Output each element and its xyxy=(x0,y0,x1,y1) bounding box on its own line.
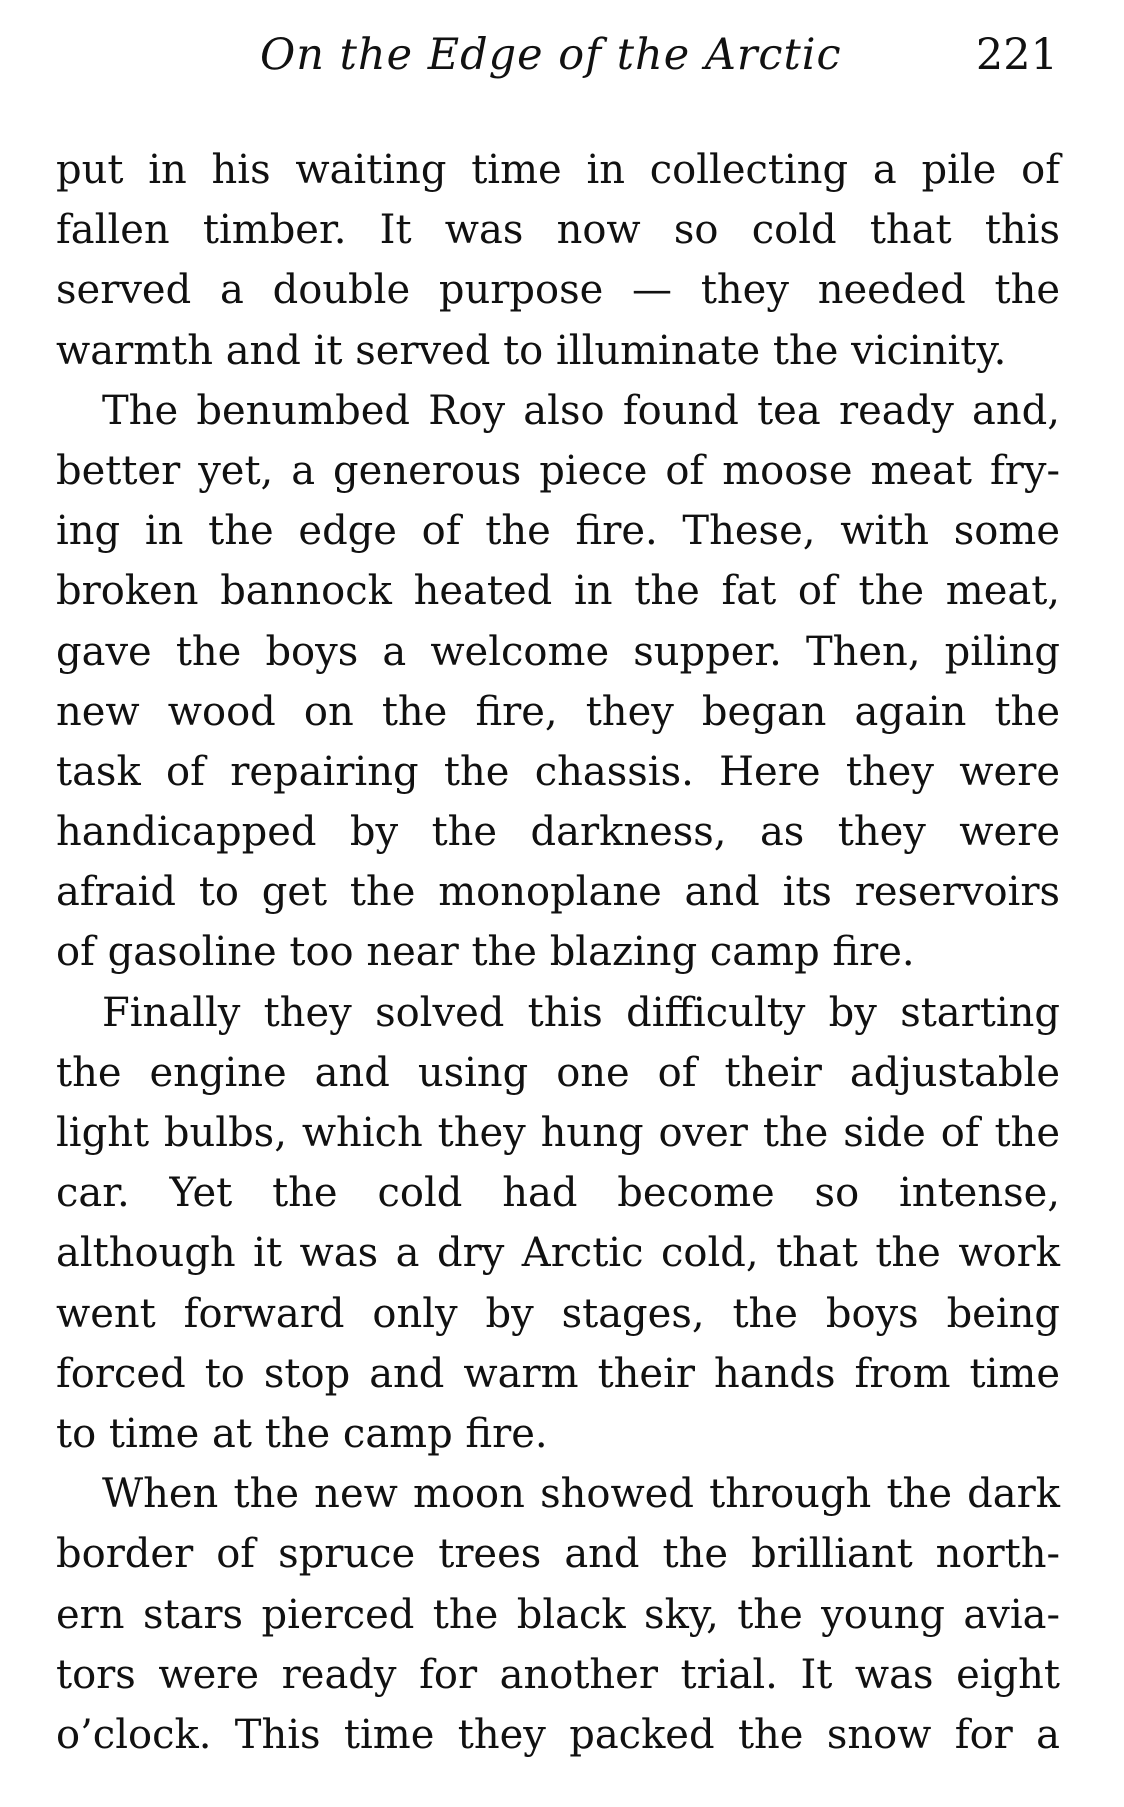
text-line: tors were ready for another trial. It was eight xyxy=(56,1651,1060,1698)
running-head-title: On the Edge of the Arctic xyxy=(260,30,842,80)
text-line: Finally they solved this difficulty by starting xyxy=(102,989,1060,1036)
page-number: 221 xyxy=(975,30,1058,80)
text-line: ern stars pierced the black sky, the young avia- xyxy=(56,1591,1060,1638)
text-line: The benumbed Roy also found tea ready and, xyxy=(102,387,1060,434)
text-line: afraid to get the monoplane and its reservoirs xyxy=(56,869,1060,916)
text-line: When the new moon showed through the dark xyxy=(102,1471,1060,1518)
text-line: better yet, a generous piece of moose meat fry- xyxy=(56,447,1060,494)
text-line: warmth and it served to illuminate the vicinity. xyxy=(56,327,1007,374)
text-line: went forward only by stages, the boys being xyxy=(56,1290,1060,1337)
text-line: broken bannock heated in the fat of the meat, xyxy=(56,568,1060,615)
running-head xyxy=(56,30,1058,92)
text-line: task of repairing the chassis. Here they were xyxy=(56,748,1060,795)
text-line: car. Yet the cold had become so intense, xyxy=(56,1170,1060,1217)
text-line: new wood on the fire, they began again the xyxy=(56,688,1060,735)
text-line: gave the boys a welcome supper. Then, piling xyxy=(56,628,1060,675)
text-line: the engine and using one of their adjustable xyxy=(56,1049,1060,1096)
text-line: ing in the edge of the fire. These, with some xyxy=(56,508,1060,555)
text-line: although it was a dry Arctic cold, that the work xyxy=(56,1230,1060,1277)
text-line: put in his waiting time in collecting a pile of xyxy=(56,147,1060,193)
text-line: to time at the camp fire. xyxy=(56,1410,548,1457)
text-line: fallen timber. It was now so cold that this xyxy=(56,207,1060,254)
text-line: o’clock. This time they packed the snow for a xyxy=(56,1711,1060,1758)
text-line: served a double purpose — they needed the xyxy=(56,267,1060,314)
text-line: forced to stop and warm their hands from time xyxy=(56,1350,1060,1397)
text-line: of gasoline too near the blazing camp fire. xyxy=(56,929,915,976)
text-line: border of spruce trees and the brilliant north- xyxy=(56,1531,1060,1578)
text-line: handicapped by the darkness, as they were xyxy=(56,809,1060,856)
body-text xyxy=(56,140,1060,1765)
text-line: light bulbs, which they hung over the side of the xyxy=(56,1110,1060,1156)
